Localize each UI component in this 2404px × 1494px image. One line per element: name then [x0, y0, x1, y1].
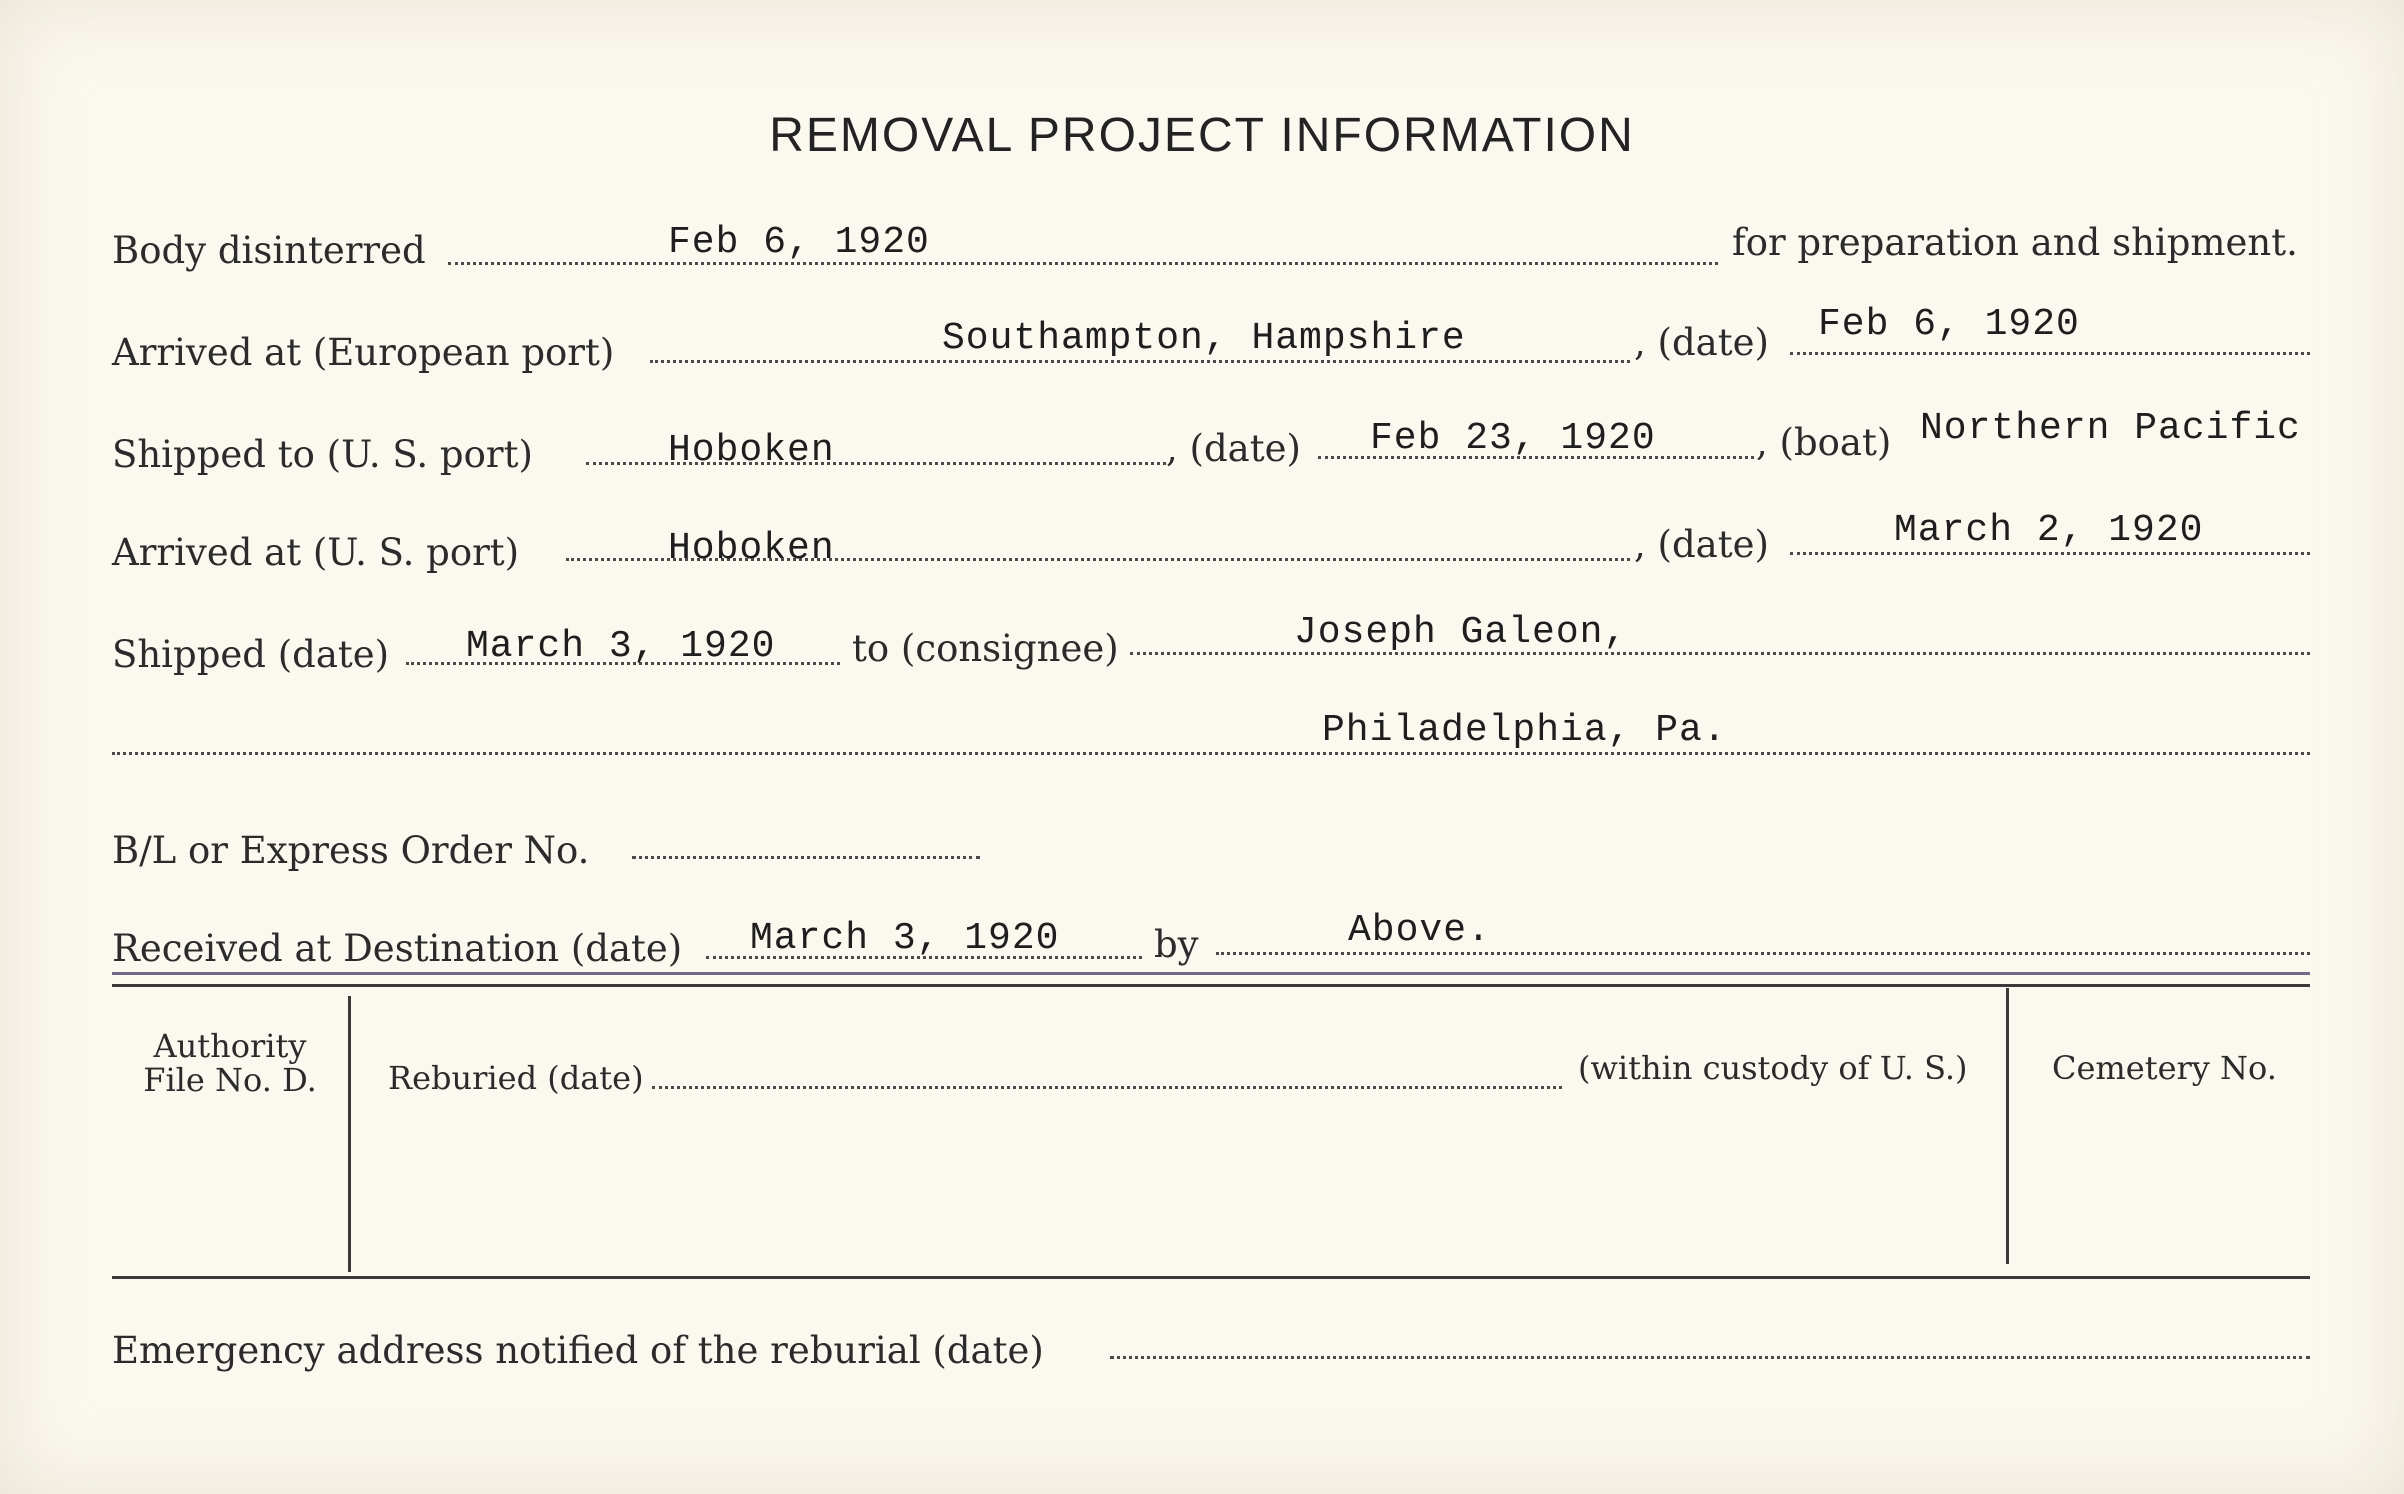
- table-top-rule: [112, 972, 2310, 975]
- body-disinterred-suffix: for preparation and shipment.: [1732, 221, 2298, 264]
- european-port-date-line: [1790, 352, 2310, 355]
- us-port-shipped-label: Shipped to (U. S. port): [112, 433, 533, 476]
- us-port-arrived-value: Hoboken: [668, 527, 835, 570]
- boat-label: , (boat): [1756, 421, 1892, 464]
- emergency-address-line: [1110, 1356, 2310, 1359]
- by-value: Above.: [1348, 909, 1491, 952]
- received-destination-value: March 3, 1920: [750, 917, 1060, 960]
- consignee-city: Philadelphia, Pa.: [1322, 709, 1727, 752]
- european-port-line: [650, 360, 1630, 363]
- european-port-value: Southampton, Hampshire: [942, 317, 1466, 360]
- consignee-label: to (consignee): [852, 627, 1119, 670]
- cemetery-label: Cemetery No.: [2052, 1049, 2277, 1087]
- body-disinterred-label: Body disinterred: [112, 229, 426, 272]
- received-destination-label: Received at Destination (date): [112, 927, 683, 970]
- card-title: REMOVAL PROJECT INFORMATION: [769, 109, 1635, 162]
- custody-label: (within custody of U. S.): [1578, 1049, 1968, 1087]
- by-line: [1216, 952, 2310, 955]
- table-divider-left: [348, 996, 351, 1272]
- shipped-date-value: March 3, 1920: [466, 625, 776, 668]
- by-label: by: [1154, 923, 1199, 966]
- consignee-name: Joseph Galeon,: [1294, 611, 1628, 654]
- shipped-date-label: Shipped (date): [112, 633, 390, 676]
- us-port-arrived-date-label: , (date): [1634, 523, 1769, 566]
- reburied-label: Reburied (date): [388, 1059, 644, 1097]
- table-divider-right: [2006, 988, 2009, 1264]
- us-port-arrived-label: Arrived at (U. S. port): [112, 531, 520, 574]
- body-disinterred-value: Feb 6, 1920: [668, 221, 930, 264]
- body-disinterred-line: [448, 262, 1718, 265]
- european-port-date-value: Feb 6, 1920: [1818, 303, 2080, 346]
- table-bottom-rule: [112, 1276, 2310, 1279]
- emergency-address-label: Emergency address notified of the reburial (date): [112, 1329, 1044, 1372]
- bl-order-line: [632, 856, 980, 859]
- european-port-label: Arrived at (European port): [112, 331, 615, 374]
- us-port-arrived-date-line: [1790, 552, 2310, 555]
- european-port-date-label: , (date): [1634, 321, 1769, 364]
- us-port-shipped-value: Hoboken: [668, 429, 835, 472]
- us-port-shipped-date-value: Feb 23, 1920: [1370, 417, 1656, 460]
- reburied-line: [652, 1086, 1562, 1089]
- us-port-arrived-date-value: March 2, 1920: [1894, 509, 2204, 552]
- consignee-line-2: [112, 752, 2310, 755]
- authority-label-line2: File No. D.: [143, 1061, 317, 1099]
- boat-value: Northern Pacific: [1920, 407, 2301, 450]
- authority-label-line1: Authority: [153, 1027, 307, 1065]
- us-port-shipped-date-label: , (date): [1166, 427, 1301, 470]
- table-top-rule-2: [112, 984, 2310, 987]
- bl-order-label: B/L or Express Order No.: [112, 829, 590, 872]
